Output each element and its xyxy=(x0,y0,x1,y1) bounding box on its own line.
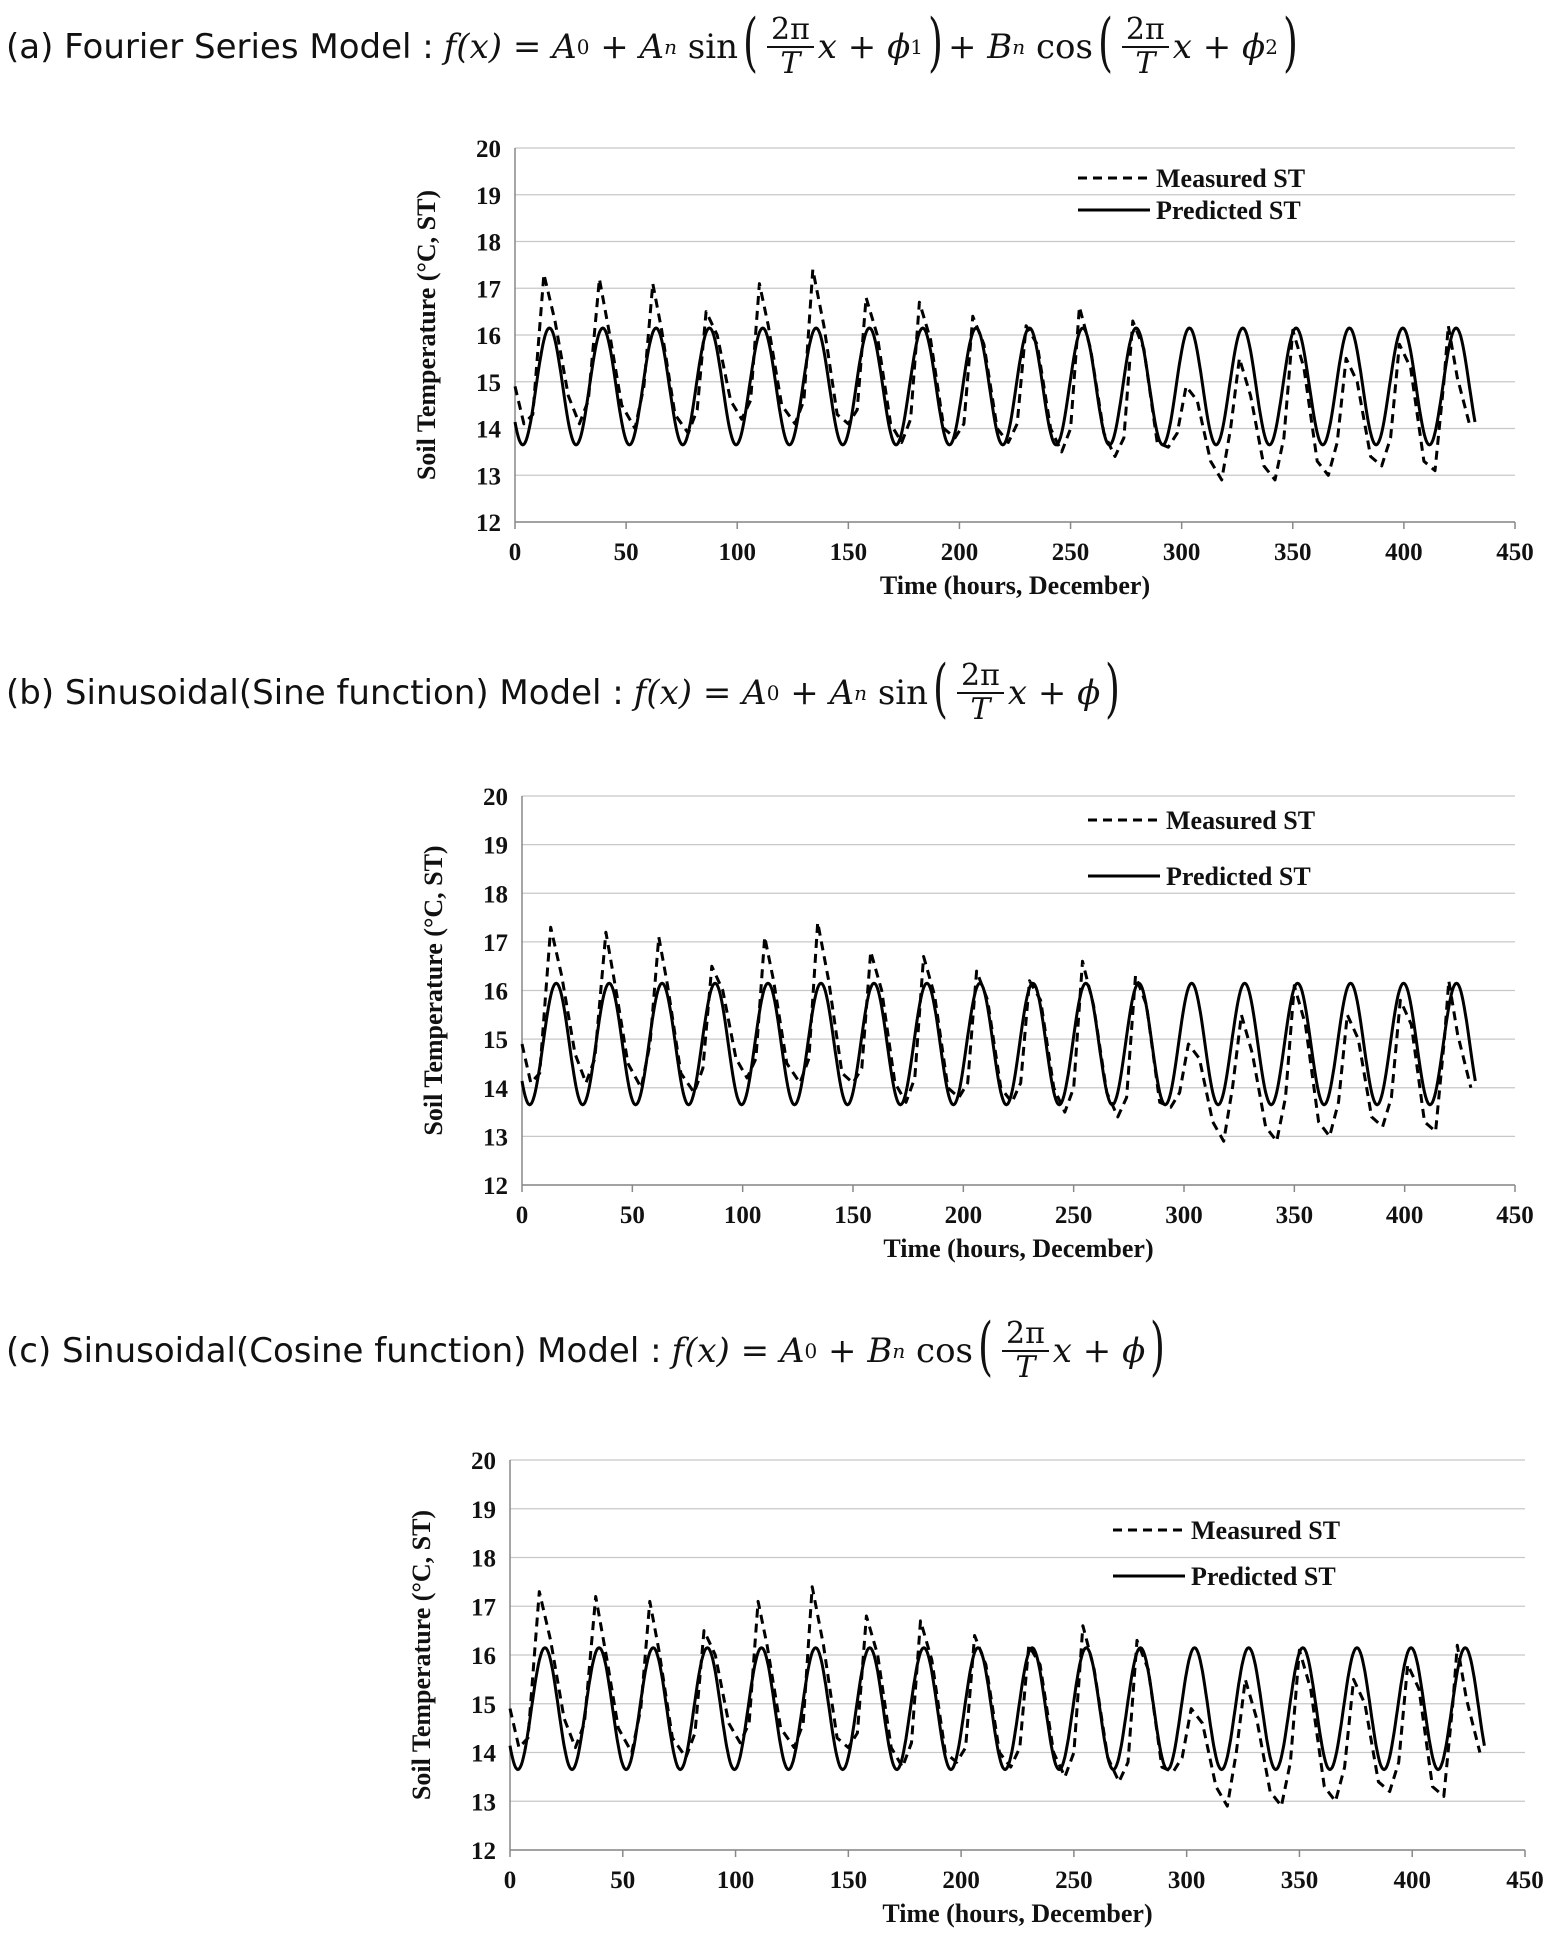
legend-label: Measured ST xyxy=(1191,1516,1341,1545)
x-tick-label: 450 xyxy=(1506,1867,1544,1894)
predicted-series-line xyxy=(515,328,1475,445)
fourier-formula: f(x) = A 0 + A n sin ( $\frac{2\pi}{T}$ x + ϕ 1 ) + B n cos ( $\frac{2\pi}{T}$ x + ϕ 2 ) xyxy=(443,5,1298,81)
y-tick-label: 20 xyxy=(483,784,508,811)
x-tick-label: 200 xyxy=(944,1202,983,1229)
y-tick-label: 12 xyxy=(471,1838,496,1865)
y-tick-label: 13 xyxy=(476,463,501,491)
x-tick-label: 150 xyxy=(834,1202,872,1229)
y-axis-title: Soil Temperature (°C, ST) xyxy=(412,189,441,481)
panel-b-heading xyxy=(6,651,1125,727)
y-axis-title: Soil Temperature (°C, ST) xyxy=(407,1509,436,1801)
legend-label: Measured ST xyxy=(1156,164,1306,193)
y-tick-label: 14 xyxy=(471,1740,496,1768)
y-tick-label: 16 xyxy=(483,978,508,1006)
panel-a-heading xyxy=(6,5,1303,81)
y-tick-label: 12 xyxy=(483,1173,508,1200)
x-tick-label: 250 xyxy=(1054,1202,1093,1229)
y-tick-label: 14 xyxy=(476,416,501,444)
panel-b-label: (b) Sinusoidal(Sine function) Model : xyxy=(6,672,624,713)
x-tick-label: 400 xyxy=(1385,539,1423,566)
x-tick-label: 150 xyxy=(829,1867,868,1894)
y-tick-label: 15 xyxy=(471,1691,496,1719)
y-tick-label: 13 xyxy=(471,1789,496,1817)
x-axis-title: Time (hours, December) xyxy=(879,571,1151,600)
measured-series-line xyxy=(515,270,1471,480)
x-tick-label: 0 xyxy=(515,1202,529,1229)
x-tick-label: 100 xyxy=(716,1867,755,1894)
x-tick-label: 250 xyxy=(1055,1867,1093,1894)
legend-label: Measured ST xyxy=(1166,806,1316,835)
legend-label: Predicted ST xyxy=(1166,862,1311,891)
y-tick-label: 19 xyxy=(476,182,501,210)
measured-series-line xyxy=(510,1587,1480,1806)
predicted-series-line xyxy=(510,1648,1484,1770)
x-tick-label: 450 xyxy=(1496,539,1534,566)
x-tick-label: 250 xyxy=(1051,539,1090,566)
x-tick-label: 350 xyxy=(1274,539,1312,566)
chart-a xyxy=(0,120,1562,620)
x-tick-label: 100 xyxy=(723,1202,762,1229)
y-tick-label: 13 xyxy=(483,1124,508,1152)
predicted-series-line xyxy=(522,983,1475,1105)
x-tick-label: 300 xyxy=(1167,1867,1206,1894)
y-tick-label: 17 xyxy=(483,929,508,957)
y-tick-label: 15 xyxy=(476,369,501,397)
panel-c-label: (c) Sinusoidal(Cosine function) Model : xyxy=(6,1330,662,1371)
x-tick-label: 300 xyxy=(1165,1202,1203,1229)
legend-label: Predicted ST xyxy=(1191,1562,1336,1591)
x-tick-label: 300 xyxy=(1162,539,1201,566)
y-tick-label: 20 xyxy=(476,136,501,163)
x-tick-label: 350 xyxy=(1280,1867,1319,1894)
y-tick-label: 18 xyxy=(483,881,508,909)
x-tick-label: 50 xyxy=(610,1867,636,1894)
x-tick-label: 350 xyxy=(1275,1202,1314,1229)
y-tick-label: 18 xyxy=(471,1545,496,1573)
x-tick-label: 200 xyxy=(942,1867,980,1894)
x-tick-label: 450 xyxy=(1496,1202,1534,1229)
chart-c xyxy=(0,1430,1562,1940)
x-axis-title: Time (hours, December) xyxy=(883,1234,1154,1263)
chart-b xyxy=(0,770,1562,1280)
y-tick-label: 20 xyxy=(471,1448,496,1475)
y-tick-label: 19 xyxy=(471,1496,496,1524)
x-tick-label: 200 xyxy=(940,539,979,566)
y-tick-label: 19 xyxy=(483,832,508,860)
x-axis-title: Time (hours, December) xyxy=(882,1899,1153,1928)
x-tick-label: 400 xyxy=(1385,1202,1424,1229)
y-tick-label: 17 xyxy=(476,276,501,304)
y-tick-label: 14 xyxy=(483,1075,508,1103)
y-tick-label: 18 xyxy=(476,229,501,257)
panel-c-heading xyxy=(6,1309,1170,1385)
y-tick-label: 16 xyxy=(471,1643,496,1670)
y-tick-label: 16 xyxy=(476,323,501,350)
y-tick-label: 15 xyxy=(483,1027,508,1055)
y-axis-title: Soil Temperature (°C, ST) xyxy=(419,845,448,1136)
x-tick-label: 50 xyxy=(619,1202,645,1229)
x-tick-label: 400 xyxy=(1393,1867,1431,1894)
y-tick-label: 17 xyxy=(471,1594,496,1622)
x-tick-label: 0 xyxy=(508,539,522,566)
y-tick-label: 12 xyxy=(476,510,501,537)
legend-label: Predicted ST xyxy=(1156,196,1301,225)
x-tick-label: 150 xyxy=(829,539,868,566)
measured-series-line xyxy=(522,922,1471,1141)
x-tick-label: 50 xyxy=(613,539,639,566)
x-tick-label: 100 xyxy=(718,539,756,566)
x-tick-label: 0 xyxy=(503,1867,517,1894)
sine-formula: f(x) = A 0 + A n sin ( $\frac{2\pi}{T}$ x + ϕ ) xyxy=(633,651,1121,727)
panel-a-label: (a) Fourier Series Model : xyxy=(6,26,434,67)
cosine-formula: f(x) = A 0 + B n cos ( $\frac{2\pi}{T}$ x + ϕ ) xyxy=(671,1309,1166,1385)
